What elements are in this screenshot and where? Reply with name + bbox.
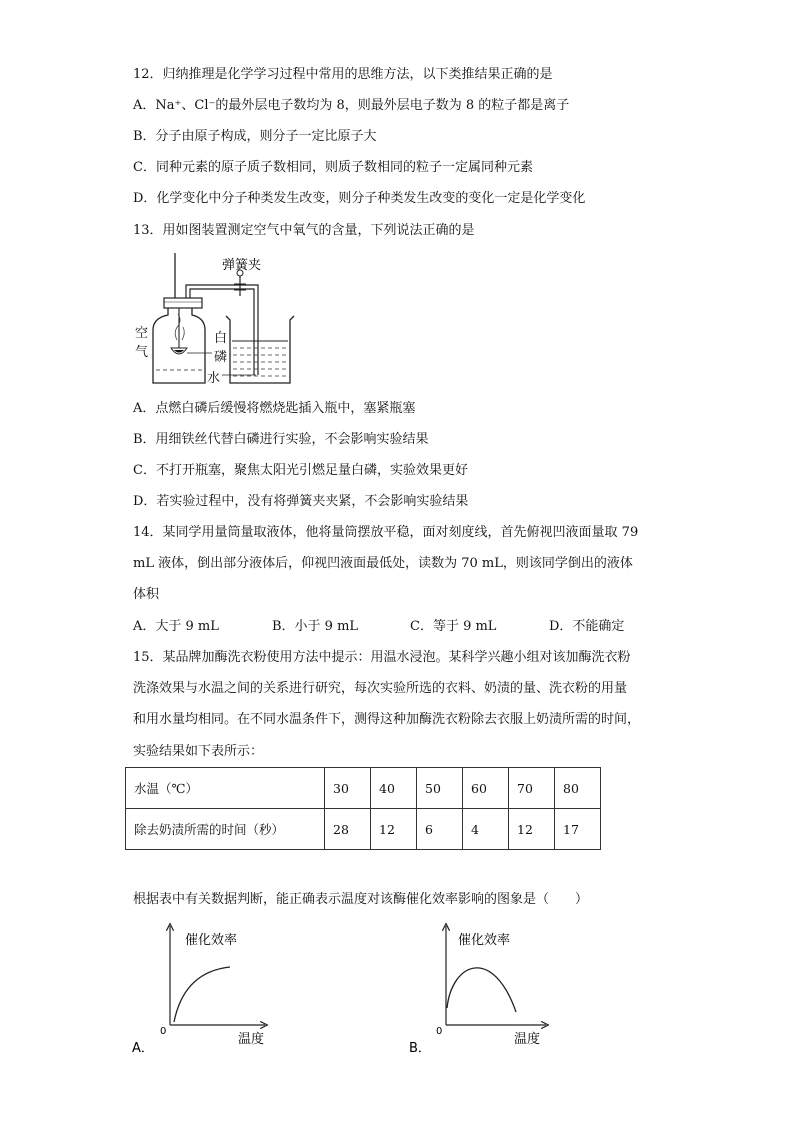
graph-b-origin: 0 — [436, 1026, 443, 1037]
table-cell: 70 — [509, 768, 555, 809]
q12-option-c: C．同种元素的原子质子数相同，则质子数相同的粒子一定属同种元素 — [133, 160, 533, 175]
graph-b-letter: B． — [409, 1041, 431, 1056]
q13-option-c: C．不打开瓶塞，聚焦太阳光引燃足量白磷，实验效果更好 — [133, 463, 468, 478]
table-cell: 17 — [555, 809, 601, 850]
q14-option-c: C．等于 9 mL — [410, 619, 497, 634]
graph-b-xlabel: 温度 — [514, 1032, 541, 1047]
q13-option-a: A．点燃白磷后缓慢将燃烧匙插入瓶中，塞紧瓶塞 — [133, 401, 416, 416]
table-cell: 12 — [371, 809, 417, 850]
q12-option-a: A．Na⁺、Cl⁻的最外层电子数均为 8，则最外层电子数为 8 的粒子都是离子 — [133, 98, 570, 113]
q14-line3: 体积 — [133, 587, 160, 602]
table-cell: 80 — [555, 768, 601, 809]
q15-question: 根据表中有关数据判断，能正确表示温度对该酶催化效率影响的图象是（ ） — [133, 892, 589, 907]
graph-b-curve — [447, 968, 516, 1012]
q14-option-d: D．不能确定 — [549, 619, 625, 634]
table-cell: 12 — [509, 809, 555, 850]
graph-b-ylabel: 催化效率 — [458, 933, 511, 948]
graph-a-letter: A． — [132, 1041, 154, 1056]
water-label: 水 — [207, 371, 221, 386]
table-cell: 30 — [325, 768, 371, 809]
graph-a-curve — [174, 967, 230, 1022]
graph-a-ylabel: 催化效率 — [185, 933, 238, 948]
table-cell: 4 — [463, 809, 509, 850]
table-cell: 40 — [371, 768, 417, 809]
graph-a-origin: 0 — [160, 1026, 167, 1037]
q15-line1: 15．某品牌加酶洗衣粉使用方法中提示：用温水浸泡。某科学兴趣小组对该加酶洗衣粉 — [133, 650, 631, 665]
q14-option-a: A．大于 9 mL — [133, 619, 219, 634]
q14-option-b: B．小于 9 mL — [272, 619, 359, 634]
graph-a-xlabel: 温度 — [238, 1032, 265, 1047]
row-label: 除去奶渍所需的时间（秒） — [126, 809, 325, 850]
clamp-label: 弹簧夹 — [222, 258, 262, 273]
q14-line1: 14．某同学用量筒量取液体，他将量筒摆放平稳，面对刻度线，首先俯视凹液面量取 79 — [133, 525, 639, 540]
table-cell: 50 — [417, 768, 463, 809]
q12-option-b: B．分子由原子构成，则分子一定比原子大 — [133, 129, 377, 144]
q15-line3: 和用水量均相同。在不同水温条件下，测得这种加酶洗衣粉除去衣服上奶渍所需的时间， — [133, 712, 641, 727]
q15-line4: 实验结果如下表所示： — [133, 744, 264, 759]
q13-stem: 13．用如图装置测定空气中氧气的含量，下列说法正确的是 — [133, 223, 475, 238]
q13-option-b: B．用细铁丝代替白磷进行实验，不会影响实验结果 — [133, 432, 429, 447]
q12-option-d: D．化学变化中分子种类发生改变，则分子种类发生改变的变化一定是化学变化 — [133, 191, 586, 206]
table-cell: 60 — [463, 768, 509, 809]
table-cell: 6 — [417, 809, 463, 850]
row-label: 水温（℃） — [126, 768, 325, 809]
air-label: 空气 — [135, 326, 149, 360]
q15-line2: 洗涤效果与水温之间的关系进行研究，每次实验所选的衣料、奶渍的量、洗衣粉的用量 — [133, 681, 628, 696]
phosphorus-label: 白磷 — [214, 331, 228, 365]
q13-option-d: D．若实验过程中，没有将弹簧夹夹紧，不会影响实验结果 — [133, 494, 469, 509]
table-cell: 28 — [325, 809, 371, 850]
q14-line2: mL 液体，倒出部分液体后，仰视凹液面最低处，读数为 70 mL，则该同学倒出的液体 — [133, 556, 633, 571]
q12-stem: 12．归纳推理是化学学习过程中常用的思维方法，以下类推结果正确的是 — [133, 67, 553, 82]
